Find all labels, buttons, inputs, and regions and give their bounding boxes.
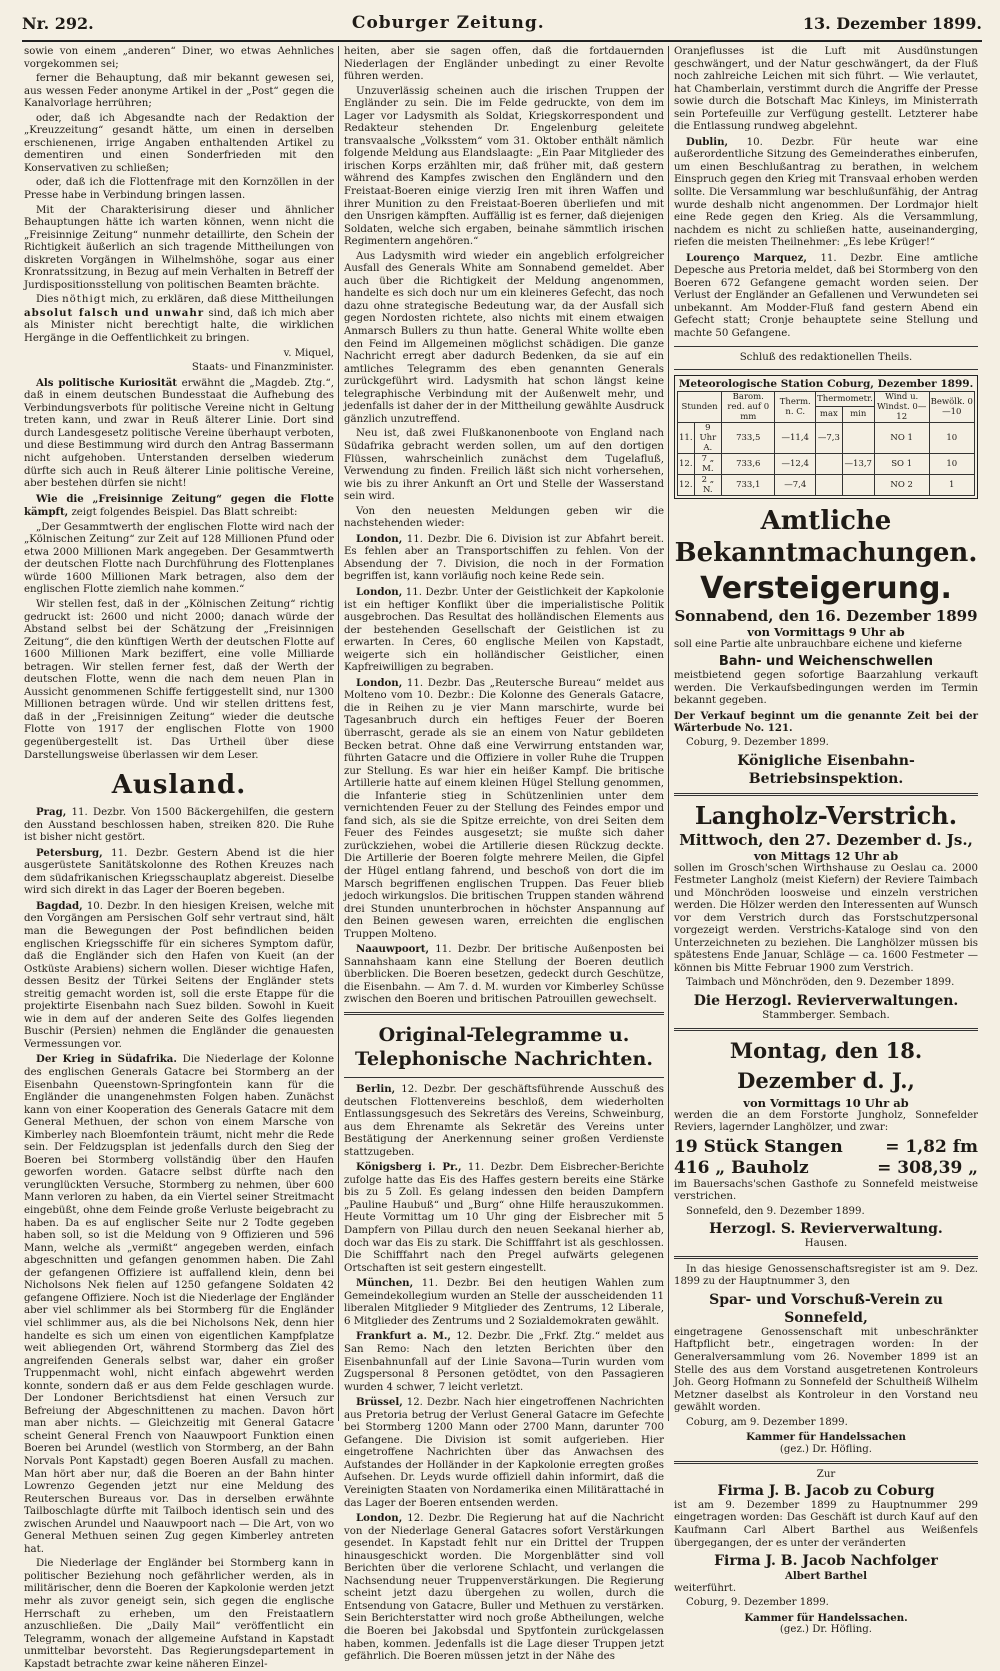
column-divider	[338, 46, 339, 1421]
news-item: Dublin, 10. Dezbr. Für heute war eine außerordentliche Sitzung des Gemeinderathes einberufen, um einen Beschlußantrag zu berathen, in welchem Einspruch gegen den Krieg mit Transvaal erhoben werden sollte. Die Versammlung war beschlußunfähig, der Antrag wurde deshalb nicht angenommen. Der Lordmajor hielt eine Rede gegen den Krieg. Als die Versammlung, nachdem es nicht zu schließen hatte, auseinanderging, riefen die meisten Theilnehmer: „Es lebe Krüger!“	[674, 135, 978, 249]
ad-organization: Die Herzogl. Revierverwaltungen.	[693, 992, 959, 1009]
news-item: Berlin, 12. Dezbr. Der geschäftsführende Ausschuß des deutschen Flottenvereins beschloß, dem wiederholten Entlassungsgesuch des Sekretärs des Vereins, Schweinburg, aus dem Ehrenamte als Sekretär des Vereins unter Bestätigung der Anerkennung seiner großen Verdienste stattzugeben.	[344, 1083, 664, 1158]
table-header: Thermometr.	[816, 391, 875, 407]
ad-organization: Kammer für Handelssachen	[746, 1431, 906, 1444]
ad-highlight: Firma J. B. Jacob Nachfolger	[714, 1553, 938, 1570]
weather-table-title: Meteorologische Station Coburg, Dezember 1899.	[678, 378, 974, 391]
paragraph: Oranjeflusses ist die Luft mit Ausdünstungen geschwängert, und der Natur geschwängert, da der Fluß noch zahlreiche Leichen mit sich führt. — Wie verlautet, hat Chamberlain, verstimmt durch die Angriffe der Presse sowie durch die Botschaft Mac Kinleys, im Ministerrath sein Portefeuille zur Verfügung gestellt. Letzterer habe die Entlassung rundweg abgelehnt.	[674, 46, 978, 133]
ad-highlight: Spar- und Vorschuß-Verein zu Sonnefeld,	[709, 1291, 943, 1326]
news-item: Der Krieg in Südafrika. Die Niederlage der Kolonne des englischen Generals Gatacre bei Stormberg an der Eisenbahn Queenstown-Springfontein kann für die Engländer die unangenehmsten Folgen haben. Zunächst kann von einer Kooperation des Generals Gatacre mit dem General Methuen, der schon von einem Marsche von Kimberley nach Bloemfontein träumt, nicht mehr die Rede sein. Der Feldzugsplan ist jedenfalls durch den Sieg der Boeren bei Stormberg vollständig über den Haufen geworfen worden. Gatacre selbst dürfte nach den verunglückten Versuche, Stormberg zu nehmen, über 600 Mann verloren zu haben, da ein Viertel seiner Streitmacht eingebüßt, ohne dem Feinde große Verluste beigebracht zu haben. Da es auf englischer Seite nur 2 Todte gegeben haben soll, so ist die Meldung von 9 Offizieren und 596 Mann, welche als „vermißt“ angegeben werden, einfach abgeschnitten und gefangen genommen haben. Die Zahl der gefangenen Offiziere ist auffallend klein, denn bei Nicholsons Nek fielen auf 1250 gefangene Soldaten 42 gefangene Offiziere. Noch ist die Niederlage der Engländer aber viel schlimmer als bei Stormberg für die Engländer viel schlimmer aus, als die bei Nicholsons Nek, denn hier handelte es sich um einen von eigentlichen Kampfplatze weit abliegenden Ort, während Stormberg das Ziel des angreifenden Generals selbst war, daher ein großer Truppenmacht wohl, nicht einfach abgewehrt werden konnte, sondern daß er aus dem Felde geschlagen wurde. Der Londoner Berichtsdienst hat einen Versuch zur Befreiung der Abgeschnittenen zu machen. Davon hört man aber nichts. — Gleichzeitig mit General Gatacre scheint General French von Naauwpoort Funktion einen Boeren bei Arundel (westlich von Stormberg, an der Bahn Norvals Pont Kapstadt) gegen Boeren Ausfall zu machen. Man hört aber nur, daß die Boeren an der Bahn hinter Lowrenzo Gegenden jetzt nur eine Meldung des Reuterschen Bureaus vor. Das in derselben erwähnte Tailboschlagte dürfte mit Tailboch identisch sein und des zwischen Arundel und Naauwpoort nach — Die Art, von wo General Methuen seinen Zug gegen Kimberley antreten hat.	[24, 1053, 334, 1555]
section-heading-ausland: Ausland.	[111, 770, 247, 801]
table-header-row	[678, 391, 975, 407]
table-header: Stunden	[678, 391, 722, 422]
ad-organization: Herzogl. S. Revierverwaltung.	[709, 1221, 943, 1238]
divider	[674, 793, 978, 796]
news-item: München, 11. Dezbr. Bei den heutigen Wahlen zum Gemeindekollegium wurden an Stelle der ausscheidenden 11 liberalen Mitglieder 9 Mitglieder des Zentrums, 12 Liberale, 6 Mitglieder des Zentrums und 2 Sozialdemokraten gewählt.	[344, 1277, 664, 1327]
paragraph: Als politische Kuriosität erwähnt die „Magdeb. Ztg.“, daß in einem deutschen Bundesstaat die Aufhebung des Verbindungsverbots für politische Vereine nicht in Geltung treten kann, und zwar in Reuß älterer Linie. Dort sind durch Landesgesetz politische Vereine überhaupt verboten, und diese Bestimmung wird durch den Antrag Bassermann nicht aufgehoben. Unterstanden derselben wiederum dürfte sich auch in Reuß älterer Linie politische Vereine, aber bestehen dürfen sie nicht!	[24, 376, 334, 490]
ad-signature: Hausen.	[804, 1238, 848, 1250]
ad-owner: Albert Barthel	[784, 1570, 868, 1583]
news-item: Frankfurt a. M., 12. Dezbr. Die „Frkf. Ztg.“ meldet aus San Remo: Nach den letzten Berichten über den Eisenbahnunfall auf der Linie Savona—Turin wurden vom Zugspersonal 8 Personen getödtet, von den Passagieren wurden 4 schwer, 7 leicht verletzt.	[344, 1330, 664, 1393]
lot-line: 19 Stück Stangen = 1,82 fm	[674, 1136, 978, 1157]
news-item: Prag, 11. Dezbr. Von 1500 Bäckergehilfen, die gestern den Ausstand beschlossen haben, streiken 820. Die Ruhe ist bisher nicht gestört.	[24, 806, 334, 844]
page-header	[22, 6, 982, 42]
news-item: London, 12. Dezbr. Die Regierung hat auf die Nachricht von der Niederlage General Gatacres sofort Verstärkungen gesendet. In Kapstadt fehlt nur ein Drittel der Truppen hinausgeschickt worden. Die Morgenblätter sind voll Berichten über die verlorene Schlacht, und verlangen die Nachsendung neuer Truppenverstärkungen. Die Regierung scheint jetzt dazu übergehen zu wollen, durch die Entsendung von Gatacre, Buller und Methuen zu verstärken. Sein Berichterstatter wird noch große Abtheilungen, welche die Boeren bei Jakobsdal und Spytfontein zurückgelassen haben, kommen. Jedenfalls ist die Lage dieser Truppen jetzt gefährlich. Die Boeren müssen jetzt in der Nähe des	[344, 1512, 664, 1663]
ad-time: von Mittags 12 Uhr ab	[753, 848, 899, 863]
ad-place: Coburg, 9. Dezember 1899.	[686, 736, 829, 748]
column-3	[674, 46, 978, 1636]
divider	[674, 1256, 978, 1259]
divider	[674, 1028, 978, 1031]
masthead: Coburger Zeitung.	[351, 13, 545, 33]
ad-highlight: Firma J. B. Jacob zu Coburg	[717, 1482, 935, 1499]
ad-place: Coburg, am 9. Dezember 1899.	[686, 1416, 848, 1428]
news-item: Brüssel, 12. Dezbr. Nach hier eingetroffenen Nachrichten aus Pretoria betrug der Verlust General Gatacre im Gefechte bei Stormberg 1200 Mann oder 2700 Mann, darunter 700 Gefangene. Die Division ist somit aufgerieben. Hier eingetroffene Nachrichten über das Anwachsen des Aufstandes der Holländer in der Kapkolonie erregten großes Aufsehen. Dr. Leyds wurde offiziell dahin informirt, daß die Vereinigten Staaten von Nordamerika einen Militärattaché in das Lager der Boeren entsenden werden.	[344, 1396, 664, 1509]
ad-time: von Vormittags 9 Uhr ab	[747, 624, 905, 639]
paragraph: sowie von einem „anderen“ Diner, wo etwas Aehnliches vorgekommen sei;	[24, 46, 334, 70]
ad-title: Langholz-Verstrich.	[694, 800, 958, 830]
ad-title: Versteigerung.	[700, 570, 952, 606]
paragraph: Wir stellen fest, daß in der „Kölnischen Zeitung“ richtig gedruckt ist: 2600 und nicht 2000; danach würde der Abstand selbst bei der Schätzung der „Freisinnigen Zeitung“, die den künftigen Werth der deutschen Flotte auf 1600 Millionen Mark beziffert, eine volle Milliarde betragen. Wir stellen ferner fest, daß der Werth der deutschen Flotte, wenn die nach dem neuen Plan in Aussicht genommenen Schiffe fertiggestellt sind, nur 1300 Millionen betragen würde. Und wir stellen drittens fest, daß in der „Freisinnigen Zeitung“ wieder die deutsche Flotte von 1917 der englischen Flotte von 1900 gegenübergestellt ist. Das Urtheil über diese Darstellungsweise überlassen wir dem Leser.	[24, 598, 334, 761]
ad-text: meistbietend gegen sofortige Baarzahlung verkauft werden. Die Verkaufsbedingungen werden im Termin bekannt gegeben.	[674, 670, 978, 707]
weather-table-box	[674, 375, 978, 499]
paragraph: ferner die Behauptung, daß mir bekannt gewesen sei, aus wessen Feder anonyme Artikel in der „Post“ gegen die Kanalvorlage herrühren;	[24, 73, 334, 110]
ad-firma	[674, 1469, 978, 1636]
ad-title: Montag, den 18. Dezember d. J.,	[729, 1037, 923, 1093]
issue-number: Nr. 292.	[22, 13, 94, 33]
news-item: London, 11. Dezbr. Das „Reutersche Bureau“ meldet aus Molteno vom 10. Dezbr.: Die Kolonne des Generals Gatacre, die in Reihen zu je vier Mann marschirte, wurde bei Tagesanbruch durch ein heftiges Feuer der Boeren überrascht, gerade als sie an einem von Natur gebildeten Becken betrat. Ohne daß eine Verwirrung entstanden war, führten Gatacre und die Offiziere in voller Ruhe die Truppen zur Stellung. Es war hier ein heißer Kampf. Die britische Artillerie hatte auf einem kleinen Hügel Stellung genommen, die Infanterie stieg in Schützenlinien unter dem vernichtenden Feuer zu der Stellung des Feindes empor und fand sich, als sie die Spitze erreichte, von drei Seiten dem Feuer des Feindes ausgesetzt; sie mußte sich daher zurückziehen, wobei die Artillerie diesen Rückzug deckte. Die Artillerie der Boeren folgte mehrere Meilen, die Gipfel der Hügel entlang fahrend, und beschoß von dort die im Marsch begriffenen englischen Truppen. Das Feuer blieb jedoch wirkungslos. Die britischen Truppen standen während drei Stunden ununterbrochen in höchster Anspannung auf den Beinen gewesen waren, erreichten die englischen Truppen Molteno.	[344, 676, 664, 940]
paragraph: Aus Ladysmith wird wieder ein angeblich erfolgreicher Ausfall des Generals White am Sonnabend gemeldet. Aber auch über die Richtigkeit der Meldung angenommen, handelte es sich doch nur um ein kleineres Gefecht, das noch dazu ohne strategische Bedeutung war, da der Ausfall sich gegen Nordosten richtete, also nichts mit einem etwaigen Anmarsch Bullers zu thun hatte. General White wollte eben den Feind im Allgemeinen möglichst schädigen. Die ganze Nachricht erregt aber dadurch Bedenken, da sie auf ein amtliches Telegramm des eben genannten Generals zurückgeführt wird. Ladysmith hat schon längst keine telegraphische Verbindung mit der Außenwelt mehr, und jedenfalls ist daher der in der Mittheilung gewählte Ausdruck gänzlich unzutreffend.	[344, 250, 664, 425]
ad-organization: Kammer für Handelssachen.	[744, 1611, 908, 1624]
news-item: London, 11. Dezbr. Unter der Geistlichkeit der Kapkolonie ist ein heftiger Konflikt über die imperialistische Politik ausgebrochen. Das Resultat des holländischen Elements aus der bestehenden Gesellschaft der Geistlichen ist zu erwarten. In Ceres, 60 englische Meilen von Kapstadt, weigerte sich ein holländischer Geistlicher, einen Kapfreiwilligen zu begraben.	[344, 585, 664, 674]
paragraph: „Der Gesammtwerth der englischen Flotte wird nach der „Kölnischen Zeitung“ zur Zeit auf 128 Millionen Pfund oder etwa 2000 Millionen Mark angegeben. Der Gesammtwerth der deutschen Flotte nach Durchführung des Flottenplanes würde 1600 Millionen Mark betragen, also dem der englischen Flotte ziemlich nahe kommen.“	[24, 521, 334, 596]
ad-text: eingetragene Genossenschaft mit unbeschränkter Haftpflicht betr., eingetragen worden: In der Generalversammlung vom 26. November 1899 ist an Stelle des aus dem Vorstand ausgetretenen Kontroleurs Joh. Georg Hofmann zu Sonnefeld der Schultheiß Wilhelm Metzner daselbst als Kontroleur in den Vorstand neu gewählt worden.	[674, 1326, 978, 1414]
ad-highlight: Bahn- und Weichenschwellen	[718, 654, 934, 670]
divider	[674, 1461, 978, 1464]
ad-text: soll eine Partie alte unbrauchbare eichene und kieferne	[674, 638, 963, 650]
column-1	[24, 46, 334, 1670]
ad-text: sollen im Grosch'schen Wirthshause zu Oeslau ca. 2000 Festmeter Langholz (meist Kiefern) der Reviere Taimbach und Mönchröden loosweise und einzeln verstrichen werden. Die Hölzer werden den Interessenten auf Wunsch vor dem Verstrich durch das Forstschutzpersonal vorgezeigt werden. Verstrichs-Kataloge sind von den Unterzeichneten zu beziehen. Die Langhölzer müssen bis spätestens Ende Januar, Schläge — ca. 1600 Festmeter — können bis Mitte Februar 1900 zum Verstrich.	[674, 862, 978, 974]
divider	[344, 1077, 664, 1078]
ad-place: Sonnefeld, den 9. Dezember 1899.	[686, 1205, 865, 1217]
lot-line: 416 „ Bauholz = 308,39 „	[674, 1157, 978, 1178]
ad-date: Sonnabend, den 16. Dezember 1899	[674, 606, 978, 625]
news-item: London, 11. Dezbr. Die 6. Division ist zur Abfahrt bereit. Es fehlen aber an Transportschiffen zu fehlen. Von der Absendung der 7. Division, die noch in der Formation begriffen ist, kann vorläufig noch keine Rede sein.	[344, 532, 664, 583]
table-row: 12. 7 „ M. 733,6 —12,4 —13,7 SO 1 10	[678, 453, 975, 474]
table-header: Barom. red. auf 0 mm	[722, 391, 775, 422]
divider	[674, 369, 978, 370]
ad-text: ist am 9. Dezember 1899 zu Hauptnummer 299 eingetragen worden: Das Geschäft ist durch Kauf auf den Kaufmann Carl Albert Barthel aus Weißenfels übergegangen, der es unter der veränderten	[674, 1499, 978, 1549]
ad-genossenschaft	[674, 1264, 978, 1457]
paragraph: Wie die „Freisinnige Zeitung“ gegen die Flotte kämpft, zeigt folgendes Beispiel. Das Blatt schreibt:	[24, 492, 334, 519]
ad-text: In das hiesige Genossenschaftsregister ist am 9. Dez. 1899 zu der Hauptnummer 3, den	[674, 1263, 978, 1288]
ad-text: Der Verkauf beginnt um die genannte Zeit bei der Wärterbude No. 121.	[674, 709, 978, 735]
official-notices-heading: Amtliche Bekanntmachungen.	[674, 505, 978, 568]
news-item: Naauwpoort, 11. Dezbr. Der britische Außenposten bei Sannahshaam kann eine Stellung der Boeren deutlich überblicken. Die Boeren besetzen, gedeckt durch Geschütze, die Eisenbahn. — Am 7. d. M. wurden vor Kimberley Schüsse zwischen den Boeren und britischen Patrouillen gewechselt.	[344, 943, 664, 1006]
ad-place: Taimbach und Mönchröden, den 9. Dezember 1899.	[686, 977, 955, 989]
table-row: 11. 9 Uhr A. 733,5 —11,4 —7,3 NO 1 10	[678, 422, 975, 453]
paragraph: oder, daß ich Abgesandte nach der Redaktion der „Kreuzzeitung“ gesandt hätte, um einen in derselben erschienenen, irrige Angaben enthaltenden Artikel zu dementiren und einen Sonderfrieden mit den Konservativen zu schließen;	[24, 112, 334, 174]
ad-place: Coburg, 9. Dezember 1899.	[686, 1597, 829, 1609]
issue-date: 13. Dezember 1899.	[802, 13, 982, 33]
news-item: Königsberg i. Pr., 11. Dezbr. Dem Eisbrecher-Berichte zufolge hatte das Eis des Haffes gestern bereits eine Stärke bis zu 5 Zoll. Es gelang indessen den beiden Dampfern „Pauline Haubuß“ und „Burg“ ohne Hilfe herauszukommen. Heute Vormittag um 10 Uhr ging der Eisbrecher mit 5 Dampfern von Pillau durch den neuen Seekanal hierher ab, doch war das Eis zu stark. Die Schifffahrt ist als geschlossen. Die Schifffahrt nach den Pregel aufwärts gelegenen Ortschaften ist seit gestern eingestellt.	[344, 1161, 664, 1274]
table-header: Therm. n. C.	[775, 391, 816, 422]
signature: v. Miquel,	[283, 347, 334, 359]
table-header: Wind u. Windst. 0—12	[874, 391, 929, 422]
ad-signature: (gez.) Dr. Höfling.	[779, 1443, 873, 1455]
section-heading-telegrams: Original-Telegramme u. Telephonische Nachrichten.	[355, 1024, 653, 1071]
ad-signature: Stammberger. Sembach.	[762, 1009, 890, 1021]
news-item: Bagdad, 10. Dezbr. In den hiesigen Kreisen, welche mit den Vorgängen am Persischen Golf sehr vertraut sind, hält man die Bewegungen der Post befindlichen beiden englischen Kriegsschiffe für ein sicheres Symptom dafür, daß die Engländer sich den Hafen von Kueit (an der Ostküste Arabiens) sichern wollen. Dieser wichtige Hafen, dessen Besitz der Türkei Seitens der Engländer stets streitig gemacht worden ist, soll die erste Etappe für die projektirte Eisenbahn nach Suez bilden. Sowohl in Kueit wie in dem auf der anderen Seite des Golfes liegenden Buschir (Persien) nehmen die Engländer die genauesten Vermessungen vor.	[24, 899, 334, 1050]
ad-signature: (gez.) Dr. Höfling.	[779, 1624, 873, 1636]
ad-langholz	[674, 801, 978, 1023]
news-item: Petersburg, 11. Dezbr. Gestern Abend ist die hier ausgerüstete Sanitätskolonne des Rothen Kreuzes nach dem südafrikanischen Kriegsschauplatz abgereist. Dieselbe wird sich direkt in das Lager der Boeren begeben.	[24, 846, 334, 897]
ad-date: Mittwoch, den 27. Dezember d. Js.,	[679, 830, 973, 849]
weather-table	[677, 391, 975, 496]
table-header: max	[816, 407, 843, 423]
ad-versteigerung	[674, 571, 978, 788]
ad-text: im Bauersachs'schen Gasthofe zu Sonnefeld meistweise verstrichen.	[674, 1178, 978, 1203]
news-item: Lourenço Marquez, 11. Dezbr. Eine amtliche Depesche aus Pretoria meldet, daß bei Stormberg von den Boeren 672 Gefangene gemacht worden seien. Der Verlust der Engländer an Gefallenen und Verwundeten sei unbekannt. Am Modder-Fluß fand gestern Abend ein Gefecht statt; Cronje behauptete seine Stellung und machte 50 Gefangene.	[674, 251, 978, 340]
paragraph: heiten, aber sie sagen offen, daß die fortdauernden Niederlagen der Engländer unbedingt zu einer Revolte führen werden.	[344, 46, 664, 83]
paragraph: Von den neuesten Meldungen geben wir die nachstehenden wieder:	[344, 505, 664, 530]
ad-text: Zur	[816, 1469, 836, 1481]
table-header: Bewölk. 0—10	[929, 391, 974, 422]
paragraph: oder, daß ich die Flottenfrage mit den Kornzöllen in der Presse habe in Verbindung bringen lassen.	[24, 177, 334, 202]
editorial-end-note: Schluß des redaktionellen Theils.	[739, 351, 913, 363]
column-2	[344, 46, 664, 1663]
paragraph: Neu ist, daß zwei Flußkanonenboote von England nach Südafrika gebracht werden sollen, um auf den dortigen Flüssen, wahrscheinlich zunächst dem Tugelafluß, Verwendung zu finden. Freilich läßt sich nicht vorhersehen, wie bis zu ihrer Ankunft an Ort und Stelle der Wasserstand sein wird.	[344, 428, 664, 503]
ad-organization: Königliche Eisenbahn-Betriebsinspektion.	[737, 752, 915, 787]
table-row: 12. 2 „ N. 733,1 —7,4 NO 2 1	[678, 474, 975, 495]
column-divider	[668, 46, 669, 1421]
paragraph: Die Niederlage der Engländer bei Stormberg kann in politischer Beziehung noch gefährlicher werden, als in militärischer, denn die Boeren der Kapkolonie werden jetzt mehr als zuvor geneigt sein, sich gegen die englische Herrschaft zu erheben, um den Freistaatlern anzuschließen. Die „Daily Mail“ veröffentlicht ein Telegramm, wonach der allgemeine Aufstand in Kapstadt unmittelbar bevorsteht. Das Regierungsdepartement in Kapstadt betrachte zwar keine näheren Einzel-	[24, 1558, 334, 1670]
signature-title: Staats- und Finanzminister.	[191, 362, 334, 374]
ad-text: werden die an dem Forstorte Jungholz, Sonnefelder Reviers, lagernder Langhölzer, und zwar:	[674, 1109, 978, 1134]
paragraph: Dies nöthigt mich, zu erklären, daß diese Mittheilungen absolut falsch und unwahr sind, daß ich mich aber als Minister nicht berechtigt halte, die wirklichen Hergänge in die Oeffentlichkeit zu bringen.	[24, 294, 334, 345]
ad-montag	[674, 1036, 978, 1251]
divider	[674, 346, 978, 347]
ad-time: von Vormittags 10 Uhr ab	[743, 1095, 909, 1110]
paragraph: Mit der Charakterisirung dieser und ähnlicher Behauptungen hätte ich warten können, wenn nicht die „Freisinnige Zeitung“ nunmehr detaillirte, den Schein der Richtigkeit äußerlich an sich tragende Mittheilungen von diskreten Vorgängen in Wilhelmshöhe, sogar aus einer Kronratssitzung, in Bezug auf mein Verhalten in Betreff der Jurdispositionsstellung von politischen Beamten brächte.	[24, 204, 334, 291]
divider	[344, 1012, 664, 1015]
paragraph: Unzuverlässig scheinen auch die irischen Truppen der Engländer zu sein. Die im Felde gedruckte, von dem im Lager vor Ladysmith als Soldat, Kriegskorrespondent und Redakteur stehenden Dr. Engelenburg geleitete transvaalsche „Volksstem“ vom 31. Oktober enthält nämlich folgende Meldung aus Elandslaagte: „Ein Paar Mitglieder des irischen Korps erzählten mir, daß früher mit, daß gestern während des Kampfes zwischen den Engländern und den Freistaat-Boeren einige vierzig Iren mit ihren Waffen und ihrer Munition zu den Freistaat-Boeren überliefen und mit den Unsrigen kämpften. Auffällig ist es ferner, daß diejenigen Soldaten, welche sich ergaben, beinahe sämmtlich irischen Regimentern angehören.“	[344, 85, 664, 248]
table-header: min	[842, 407, 874, 423]
ad-text: weiterführt.	[674, 1582, 737, 1594]
